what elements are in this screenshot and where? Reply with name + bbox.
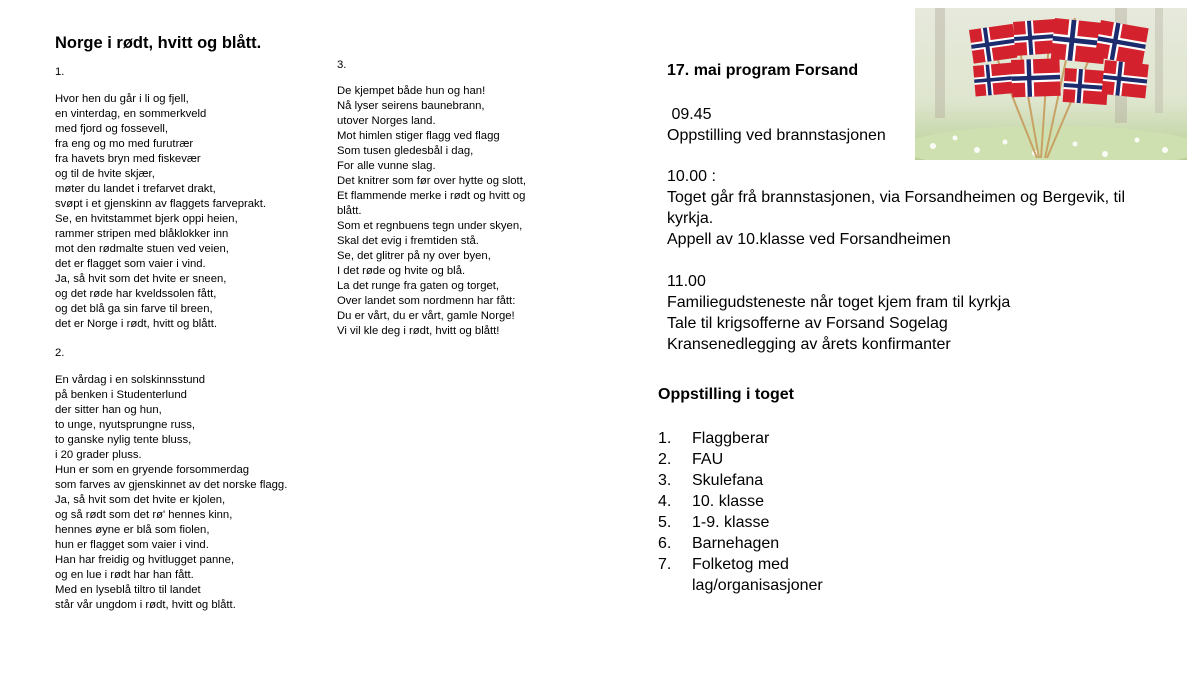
verse-2-text: En vårdag i en solskinnsstund på benken i Studenterlund der sitter han og hun, to unge, nyutsprungne russ, to ganske nylig tente bluss, i 20 grader pluss. Hun er som en gryende forsommerdag som farves av gjenskinnet av det norske flagg. Ja, så hvit som det hvite er kjolen, og så rødt som det rø' hennes kinn, hennes øyne er blå som fiolen, hun er flagget som vaier i vind. Han har freidig og hvitlugget panne, og en lue i rødt har han fått. Med en lyseblå tiltro til landet står vår ungdom i rødt, hvitt og blått. <box>55 374 288 611</box>
verse-2-number: 2. <box>55 347 65 359</box>
procession-title: Oppstilling i toget <box>658 386 794 403</box>
song-title: Norge i rødt, hvitt og blått. <box>55 34 262 52</box>
procession-list <box>658 428 858 596</box>
program-title: 17. mai program Forsand <box>667 62 859 79</box>
verse-1-number: 1. <box>55 66 65 78</box>
list-item: 7. Folketog med lag/organisasjoner <box>658 556 823 594</box>
list-item: 5. 1-9. klasse <box>658 514 770 531</box>
list-item: 3. Skulefana <box>658 472 764 489</box>
norwegian-flags-icon <box>915 8 1187 160</box>
list-item: 1. Flaggberar <box>658 430 770 447</box>
verse-3-number: 3. <box>337 59 347 71</box>
verse-3-text: De kjempet både hun og han! Nå lyser seirens baunebrann, utover Norges land. Mot himlen stiger flagg ved flagg Som tusen gledesbål i dag, For alle vunne slag. Det knitrer som før over hytte og slott, Et flammende merke i rødt og hvitt og blått. Som et regnbuens tegn under skyen, Skal det evig i fremtiden stå. Se, det glitrer på ny over byen, I det røde og hvite og blå. La det runge fra gaten og torget, Over landet som nordmenn har fått: Du er vårt, du er vårt, gamle Norge! Vi vil kle deg i rødt, hvitt og blått! <box>337 85 526 337</box>
verse-1-text: Hvor hen du går i li og fjell, en vinterdag, en sommerkveld med fjord og fossevell, fra eng og mo med furutrær fra havets bryn med fiskevær og til de hvite skjær, møter du landet i trefarvet drakt, svøpt i et gjenskinn av flaggets farveprakt. Se, en hvitstammet bjerk oppi heien, rammer stripen med blåklokker inn mot den rødmalte stuen ved veien, det er flagget som vaier i vind. Ja, så hvit som det hvite er sneen, og det røde har kveldssolen fått, og det blå ga sin farve til breen, det er Norge i rødt, hvitt og blått. <box>55 93 266 330</box>
program-item-0945: 09.45 Oppstilling ved brannstasjonen <box>667 106 886 144</box>
list-item: 4. 10. klasse <box>658 493 765 510</box>
program-item-1100: 11.00 Familiegudsteneste når toget kjem fram til kyrkja Tale til krigsofferne av Forsand Sogelag Kransenedlegging av årets konfirmanter <box>667 273 1011 353</box>
program-item-1000: 10.00 : Toget går frå brannstasjonen, via Forsandheimen og Bergevik, til kyrkja. Appell av 10.klasse ved Forsandheimen <box>667 168 1126 248</box>
list-item: 6. Barnehagen <box>658 535 780 552</box>
list-item: 2. FAU <box>658 451 724 468</box>
